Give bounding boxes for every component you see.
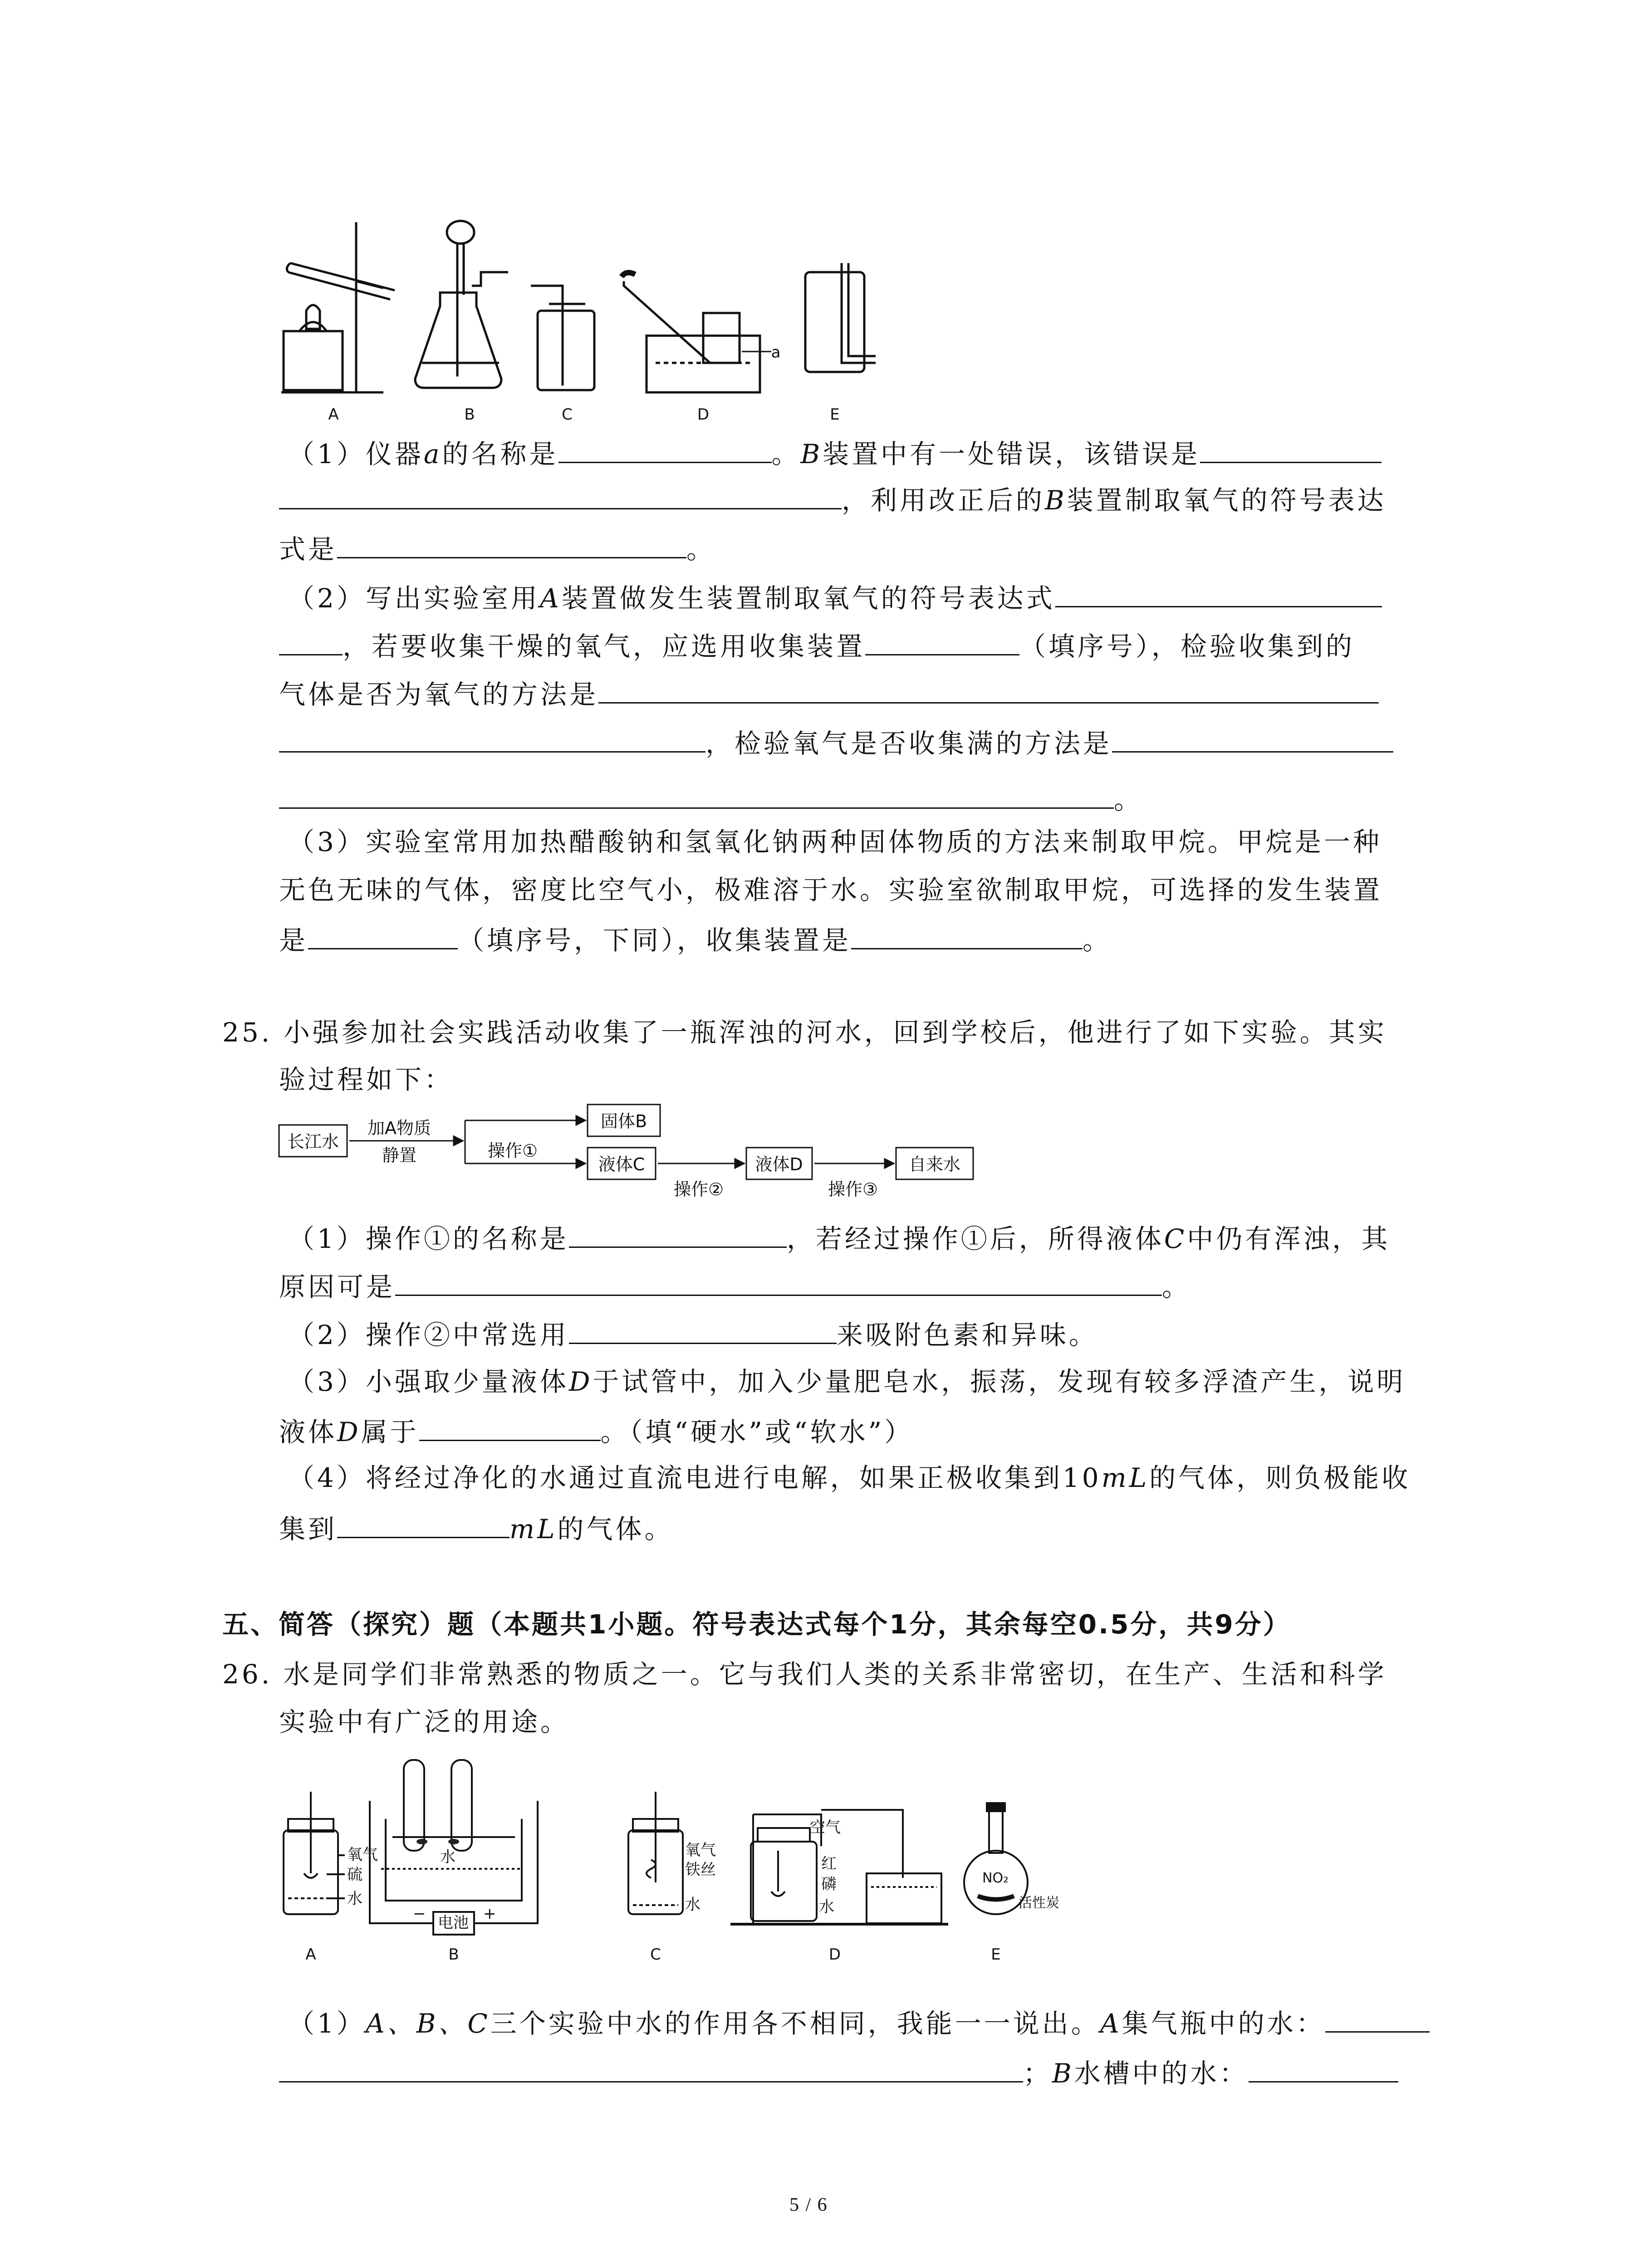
fig2-b-minus: − xyxy=(413,1905,426,1923)
q25-line2: 验过程如下： xyxy=(279,1064,454,1095)
fig2-a-oxygen: 氧气 xyxy=(347,1846,378,1864)
q25-p2: （2）操作②中常选用 来吸附色素和异味。 xyxy=(288,1316,1098,1351)
fig1-label-a-instrument: a xyxy=(771,343,781,362)
fig2-d-air: 空气 xyxy=(810,1818,841,1837)
answer-blank[interactable] xyxy=(419,1413,601,1441)
q25-p1-line1: （1）操作①的名称是 ，若经过操作①后，所得液体C中仍有浑浊，其 xyxy=(288,1220,1390,1255)
flow-solid-b: 固体B xyxy=(600,1111,647,1131)
q25-p4-line2: 集到 mL的气体。 xyxy=(279,1510,674,1545)
answer-blank[interactable] xyxy=(279,2055,1023,2082)
answer-blank[interactable] xyxy=(1200,435,1381,463)
fig2-c-oxygen: 氧气 xyxy=(685,1841,716,1859)
q24-p2-line5: 。 xyxy=(279,781,1143,816)
fig2-d-phosphorus: 磷 xyxy=(821,1875,837,1893)
fig2-b-plus: + xyxy=(483,1905,496,1923)
q25-p3-line1: （3）小强取少量液体D于试管中，加入少量肥皂水，振荡，发现有较多浮渣产生，说明 xyxy=(288,1366,1406,1397)
q25-p4-line1: （4）将经过净化的水通过直流电进行电解，如果正极收集到10mL的气体，则负极能收 xyxy=(288,1462,1411,1493)
answer-blank[interactable] xyxy=(851,922,1083,949)
answer-blank[interactable] xyxy=(1249,2055,1398,2082)
purification-flow-diagram xyxy=(277,1102,980,1211)
answer-blank[interactable] xyxy=(308,922,458,949)
answer-blank[interactable] xyxy=(1325,2005,1430,2033)
flow-liquid-c: 液体C xyxy=(598,1154,645,1174)
section-heading: 五、简答（探究）题（本题共1小题。符号表达式每个1分，其余每空0.5分，共9分） xyxy=(222,1609,1291,1640)
q24-p3-line2: 无色无味的气体，密度比空气小，极难溶于水。实验室欲制取甲烷，可选择的发生装置 xyxy=(279,875,1383,905)
fig1-label-d: D xyxy=(697,406,710,424)
answer-blank[interactable] xyxy=(279,482,842,509)
flow-arrow1-bottom: 静置 xyxy=(382,1145,417,1165)
fig2-b-water: 水 xyxy=(440,1848,456,1866)
apparatus-figure-1 xyxy=(272,213,876,426)
fig1-label-b: B xyxy=(464,406,475,424)
flow-op3: 操作③ xyxy=(828,1179,878,1199)
q25-p1-line2: 原因可是 。 xyxy=(279,1268,1191,1303)
fig2-e-no2: NO₂ xyxy=(982,1870,1009,1886)
fig2-label-c: C xyxy=(650,1945,661,1964)
answer-blank[interactable] xyxy=(598,676,1379,704)
flow-start: 长江水 xyxy=(287,1132,339,1152)
question-number: 25. xyxy=(222,1017,273,1048)
fig2-d-red: 红 xyxy=(821,1855,837,1873)
fig1-label-e: E xyxy=(830,406,840,424)
answer-blank[interactable] xyxy=(337,531,686,558)
answer-blank[interactable] xyxy=(395,1268,1162,1296)
fig1-label-a: A xyxy=(328,406,339,424)
fig1-label-c: C xyxy=(562,406,573,424)
fig2-c-wire: 铁丝 xyxy=(685,1861,716,1879)
q24-p2-line1: （2）写出实验室用A装置做发生装置制取氧气的符号表达式 xyxy=(288,580,1382,615)
q24-p1-line2: ，利用改正后的B装置制取氧气的符号表达 xyxy=(279,482,1386,517)
fig2-d-water: 水 xyxy=(819,1898,834,1916)
q24-p2-line3: 气体是否为氧气的方法是 xyxy=(279,676,1379,711)
answer-blank[interactable] xyxy=(1055,580,1382,607)
answer-blank[interactable] xyxy=(569,1316,837,1344)
q26-line2: 实验中有广泛的用途。 xyxy=(279,1706,570,1737)
flow-op1: 操作① xyxy=(487,1141,538,1161)
q25-p3-line2: 液体D属于 。（填“硬水”或“软水”） xyxy=(279,1413,913,1448)
apparatus-figure-2 xyxy=(277,1746,1116,1987)
flow-op2: 操作② xyxy=(673,1179,724,1199)
answer-blank[interactable] xyxy=(279,781,1114,809)
q24-p3-line1: （3）实验室常用加热醋酸钠和氢氧化钠两种固体物质的方法来制取甲烷。甲烷是一种 xyxy=(288,826,1382,857)
q26-p1-line1: （1）A、B、C三个实验中水的作用各不相同，我能一一说出。A集气瓶中的水： xyxy=(288,2005,1430,2040)
answer-blank[interactable] xyxy=(865,628,1019,655)
q25-line1: 25. 小强参加社会实践活动收集了一瓶浑浊的河水，回到学校后，他进行了如下实验。其实 xyxy=(222,1017,1387,1048)
fig2-label-d: D xyxy=(828,1945,841,1964)
answer-blank[interactable] xyxy=(569,1220,787,1248)
flow-tap-water: 自来水 xyxy=(908,1154,961,1174)
flow-arrow1-top: 加A物质 xyxy=(367,1118,431,1138)
answer-blank[interactable] xyxy=(279,628,343,655)
fig2-e-carbon: 活性炭 xyxy=(1019,1895,1059,1911)
q24-p2-line4: ，检验氧气是否收集满的方法是 xyxy=(279,725,1393,760)
answer-blank[interactable] xyxy=(279,725,705,753)
q24-p1-line1: （1）仪器a的名称是 。B装置中有一处错误，该错误是 xyxy=(288,435,1381,470)
page-number: 5 / 6 xyxy=(789,2195,828,2215)
answer-blank[interactable] xyxy=(337,1510,509,1538)
fig2-label-a: A xyxy=(305,1945,316,1964)
answer-blank[interactable] xyxy=(1112,725,1393,753)
q26-p1-line2: ；B水槽中的水： xyxy=(279,2055,1398,2090)
q26-line1: 26. 水是同学们非常熟悉的物质之一。它与我们人类的关系非常密切，在生产、生活和科学 xyxy=(222,1659,1387,1690)
fig2-label-e: E xyxy=(991,1945,1001,1964)
q24-p3-line3: 是 （填序号，下同），收集装置是 。 xyxy=(279,922,1112,957)
fig2-a-water: 水 xyxy=(347,1890,362,1908)
fig2-a-sulfur: 硫 xyxy=(347,1866,362,1884)
q24-p1-line3: 式是 。 xyxy=(279,531,715,566)
flow-liquid-d: 液体D xyxy=(755,1154,803,1174)
q24-p2-line2: ，若要收集干燥的氧气，应选用收集装置 （填序号），检验收集到的 xyxy=(279,628,1355,663)
fig2-label-b: B xyxy=(448,1945,459,1964)
fig2-b-battery: 电池 xyxy=(438,1914,469,1932)
question-number: 26. xyxy=(222,1659,273,1690)
fig2-c-water: 水 xyxy=(685,1896,700,1914)
answer-blank[interactable] xyxy=(558,435,772,463)
